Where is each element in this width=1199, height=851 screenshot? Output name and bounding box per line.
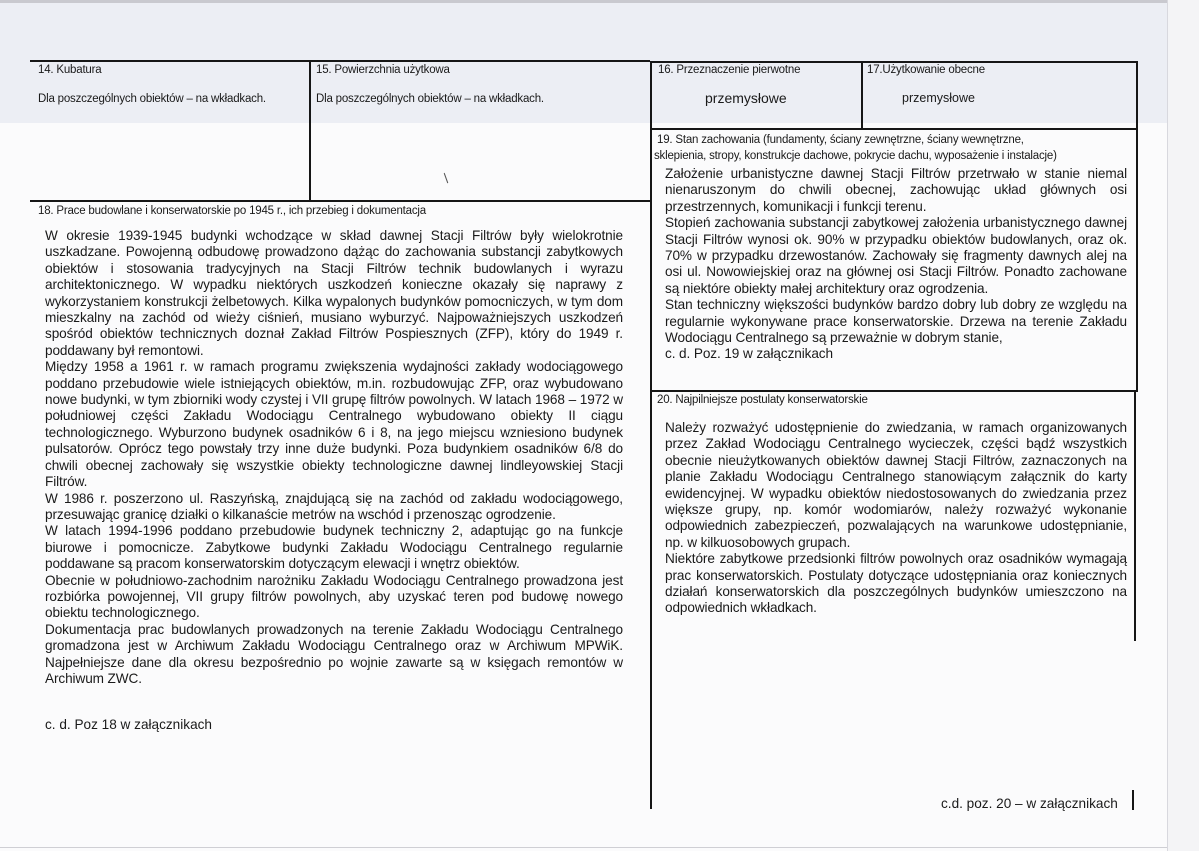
field-18-paragraph: Obecnie w południowo-zachodnim narożniku Zakładu Wodociągu Centralnego prowadzona jest rozbiórka powojennej, VII grupy filtrów powolnych, aby uzyskać teren pod budowę nowego obiektu technologicznego.	[45, 572, 623, 621]
rule-h-16-17	[651, 128, 1138, 130]
field-17-label: 17.Użytkowanie obecne	[867, 64, 985, 76]
field-18-paragraph: W okresie 1939-1945 budynki wchodzące w skład dawnej Stacji Filtrów były wielokrotnie uszkadzane. Powojenną odbudowę prowadzono dążąc do zachowania substancji zabytkowych obiektów i stosowania tradycyjnych na Stacji Filtrów technik budowlanych i wyrazu architektonicznego. W wypadku niektórych uszkodzeń konieczne okazały się naprawy z wykorzystaniem konstrukcji żelbetowych. Kilka wypalonych budynków pomocniczych, w tym dom mieszkalny na zachód od wieży ciśnień, musiano wyburzyć. Najpoważniejszych uszkodzeń spośród obiektów technicznych doznał Zakład Filtrów Pospiesznych (ZFP), który do 1949 r. poddawany był remontowi.	[45, 228, 623, 358]
field-19-paragraph: Założenie urbanistyczne dawnej Stacji Filtrów przetrwało w stanie niemal nienaruszonym do chwili obecnej, zachowując układ głównych osi przestrzennych, komunikacji i funkcji terenu.	[665, 166, 1127, 214]
scan-right-margin	[1167, 0, 1199, 851]
rule-v-14-15	[309, 61, 311, 201]
rule-top-left	[30, 60, 650, 62]
field-15-label: 15. Powierzchnia użytkowa	[316, 64, 450, 76]
field-18-paragraph: Między 1958 a 1961 r. w ramach programu zwiększenia wydajności zakłady wodociągowego poddano przebudowie wiele istniejących obiektów, m.in. rozbudowując ZFP, oraz wybudowano nowe budynki, w tym zbiorniki wody czystej i VII grupę filtrów powolnych. W latach 1968 – 1972 w południowej części Zakładu Wodociągu Centralnego wybudowano obiekty II ciągu technologicznego. Wyburzono budynek osadników 6 i 8, na jego miejscu wzniesiono budynek pulsatorów. Oprócz tego powstały trzy inne duże budynki. Poza budynkiem osadników 6/8 do chwili obecnej zachowały się wszystkie obiekty technologiczne dawnej lindleyowskiej Stacji Filtrów.	[45, 359, 623, 490]
field-18-paragraph: W latach 1994-1996 poddano przebudowie budynek techniczny 2, adaptując go na funkcje biurowe i pomocnicze. Zabytkowe budynki Zakładu Wodociągu Centralnego regularnie poddawane są pracom konserwatorskim dotyczącym elewacji i wnętrz obiektów.	[45, 523, 623, 572]
scan-top-edge	[0, 0, 1167, 3]
field-19-paragraph: Stan techniczny większości budynków bardzo dobry lub dobry ze względu na regularnie wykonywane prace konserwatorskie. Drzewa na terenie Zakładu Wodociągu Centralnego są przeważnie w dobrym stanie,	[665, 297, 1127, 346]
field-17-value: przemysłowe	[902, 91, 975, 105]
field-20-paragraph: Należy rozważyć udostępnienie do zwiedzania, w ramach organizowanych przez Zakład Wodociągu Centralnego wycieczek, części bądź wszystkich obecnie nieużytkowanych obiektów dawnej Stacji Filtrów, zaznaczonych na planie Zakładu Wodociągu Centralnego stanowiącym załącznik do karty ewidencyjnej. W wypadku obiektów niedostosowanych do zwiedzania przez większe grupy, np. komór wodomiarów, należy rozważyć wykonanie odpowiednich zabezpieczeń, pozwalających na warunkowe udostępnianie, np. w kilkuosobowych grupach.	[665, 420, 1127, 550]
field-19-paragraph: Stopień zachowania substancji zabytkowej założenia urbanistycznego dawnej Stacji Filtrów wynosi ok. 90% w przypadku obiektów budowlanych, oraz ok. 70% w przypadku drzewostanów. Zachowały się fragmenty dawnych alej na osi ul. Nowowiejskiej oraz na głównej osi Stacji Filtrów. Ponadto zachowane są niektóre obiekty małej architektury oraz ogrodzenia.	[665, 215, 1127, 296]
rule-v-right	[1136, 61, 1138, 392]
field-18-text	[45, 228, 623, 687]
rule-v-right-20	[1134, 391, 1136, 641]
rule-v-right-footer	[1132, 790, 1134, 810]
field-19-label-line1: 19. Stan zachowania (fundamenty, ściany zewnętrzne, ściany wewnętrzne,	[657, 134, 1024, 146]
field-18-continuation: c. d. Poz 18 w załącznikach	[45, 717, 212, 732]
field-14-label: 14. Kubatura	[38, 64, 102, 76]
rule-top-right	[651, 61, 1138, 63]
field-16-label: 16. Przeznaczenie pierwotne	[658, 64, 801, 76]
field-20-label: 20. Najpilniejsze postulaty konserwatorskie	[657, 394, 868, 406]
field-19-continuation: c. d. Poz. 19 w załącznikach	[665, 346, 833, 362]
field-14-value: Dla poszczególnych obiektów – na wkładkach.	[38, 93, 266, 105]
field-18-paragraph: W 1986 r. poszerzono ul. Raszyńską, znajdującą się na zachód od zakładu wodociągowego, przesuwając granicę działki o kilkanaście metrów na wschód i przenosząc ogrodzenie.	[45, 490, 623, 522]
top-band-tint	[0, 3, 1167, 123]
field-19-text	[665, 166, 1127, 363]
pen-mark: /	[439, 170, 453, 186]
field-16-value: przemysłowe	[705, 90, 787, 106]
field-20-text	[665, 420, 1127, 617]
field-19-label-line2: sklepienia, stropy, konstrukcje dachowe, pokrycie dachu, wyposażenie i instalacje)	[654, 150, 1057, 162]
rule-h-19-20	[651, 390, 1138, 392]
scan-bottom-edge	[0, 847, 1167, 848]
field-20-continuation: c.d. poz. 20 – w załącznikach	[941, 796, 1118, 811]
rule-v-main	[650, 61, 652, 809]
rule-v-16-17	[861, 61, 863, 129]
field-18-paragraph: Dokumentacja prac budowlanych prowadzonych na terenie Zakładu Wodociągu Centralnego gromadzona jest w Archiwum Zakładu Wodociągu Centralnego oraz w Archiwum MPWiK. Najpełniejsze dane dla okresu bezpośrednio po wojnie zawarte są w księgach remontów w Archiwum ZWC.	[45, 621, 623, 686]
field-15-value: Dla poszczególnych obiektów – na wkładkach.	[316, 93, 544, 105]
field-18-label: 18. Prace budowlane i konserwatorskie po 1945 r., ich przebieg i dokumentacja	[38, 205, 426, 217]
field-20-paragraph: Niektóre zabytkowe przedsionki filtrów powolnych oraz osadników wymagają prac konserwatorskich. Postulaty dotyczące udostępniania oraz koniecznych działań konserwatorskich dla poszczególnych budynków umieszczono na odpowiednich wkładkach.	[665, 551, 1127, 616]
rule-h-18	[30, 200, 651, 202]
